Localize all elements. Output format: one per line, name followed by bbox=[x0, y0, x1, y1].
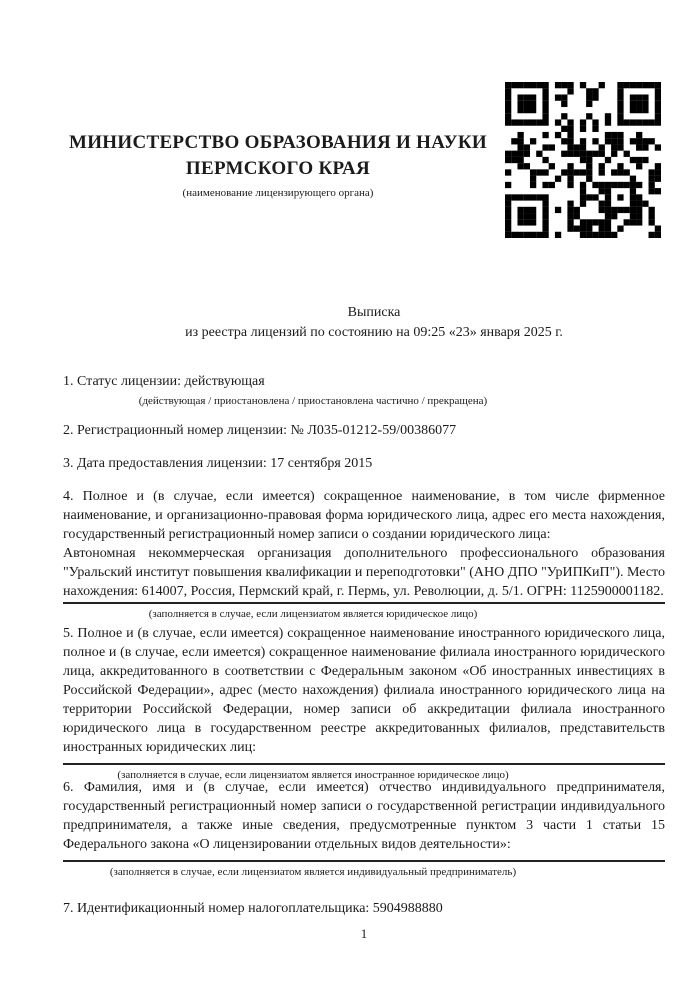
qr-code-icon bbox=[505, 82, 661, 238]
document-title bbox=[73, 303, 675, 343]
item-license-status bbox=[63, 372, 665, 408]
fill-in-line bbox=[63, 860, 665, 862]
ministry-name-line1: МИНИСТЕРСТВО ОБРАЗОВАНИЯ И НАУКИ bbox=[68, 132, 488, 153]
taxpayer-id-text: 7. Идентификационный номер налогоплательщика: 5904988880 bbox=[63, 901, 443, 916]
item-foreign-entity-details bbox=[63, 624, 665, 782]
registration-number-text: 2. Регистрационный номер лицензии: № Л035-01212-59/00386077 bbox=[63, 423, 457, 438]
foreign-entity-question: 5. Полное и (в случае, если имеется) сокращенное наименование иностранного юридического лица, полное и (в случае, если имеется) сокращенное наименование филиала иностранного юридического лица, аккредитованного в соответствии с Федеральным законом «Об иностранных инвестициях в Российской Федерации», адрес (место нахождения) филиала иностранного юридического лица на территории Российской Федерации, номер записи об аккредитации филиала иностранного юридического лица в государственном реестре аккредитованных филиалов, представительств иностранных юридических лиц: bbox=[63, 626, 665, 755]
item-individual-entrepreneur-details bbox=[63, 778, 665, 879]
item-registration-number bbox=[63, 421, 665, 440]
item-license-grant-date bbox=[63, 454, 665, 473]
fill-in-line bbox=[63, 602, 665, 604]
license-status-options-caption: (действующая / приостановлена / приостановлена частично / прекращена) bbox=[138, 395, 488, 407]
document-title-line1: Выписка bbox=[347, 305, 401, 320]
legal-entity-caption: (заполняется в случае, если лицензиатом является юридическое лицо) bbox=[148, 608, 478, 620]
individual-entrepreneur-caption: (заполняется в случае, если лицензиатом является индивидуальный предприниматель) bbox=[109, 866, 517, 878]
page-number: 1 bbox=[360, 926, 368, 941]
legal-entity-question: 4. Полное и (в случае, если имеется) сокращенное наименование, в том числе фирменное наименование, и организационно-правовая форма юридического лица, адрес его места нахождения, государственный регистрационный номер записи о создании юридического лица: bbox=[63, 489, 665, 542]
license-grant-date-text: 3. Дата предоставления лицензии: 17 сентября 2015 bbox=[63, 456, 373, 471]
foreign-entity-caption: (заполняется в случае, если лицензиатом является иностранное юридическое лицо) bbox=[117, 769, 509, 781]
legal-entity-answer: Автономная некоммерческая организация дополнительного профессионального образования "Уральский институт повышения квалификации и переподготовки" (АНО ДПО "УрИПКиП"). Место нахождения: 614007, Россия, Пермский край, г. Пермь, ул. Революции, д. 5/1. ОГРН: 1125900001182. bbox=[63, 546, 665, 599]
fill-in-line bbox=[63, 763, 665, 765]
item-legal-entity-details bbox=[63, 487, 665, 621]
licensing-authority-caption: (наименование лицензирующего органа) bbox=[182, 187, 374, 199]
individual-entrepreneur-question: 6. Фамилия, имя и (в случае, если имеется) отчество индивидуального предпринимателя, государственный регистрационный номер записи о государственной регистрации индивидуального предпринимателя, а также иные сведения, предусмотренные пунктом 3 части 1 статьи 15 Федерального закона «О лицензировании отдельных видов деятельности»: bbox=[63, 780, 665, 852]
licensing-authority-header bbox=[63, 130, 493, 200]
item-taxpayer-id bbox=[63, 899, 665, 918]
license-status-text: 1. Статус лицензии: действующая bbox=[63, 374, 265, 389]
document-title-line2: из реестра лицензий по состоянию на 09:25 «23» января 2025 г. bbox=[185, 325, 563, 340]
ministry-name-line2: ПЕРМСКОГО КРАЯ bbox=[185, 158, 371, 179]
